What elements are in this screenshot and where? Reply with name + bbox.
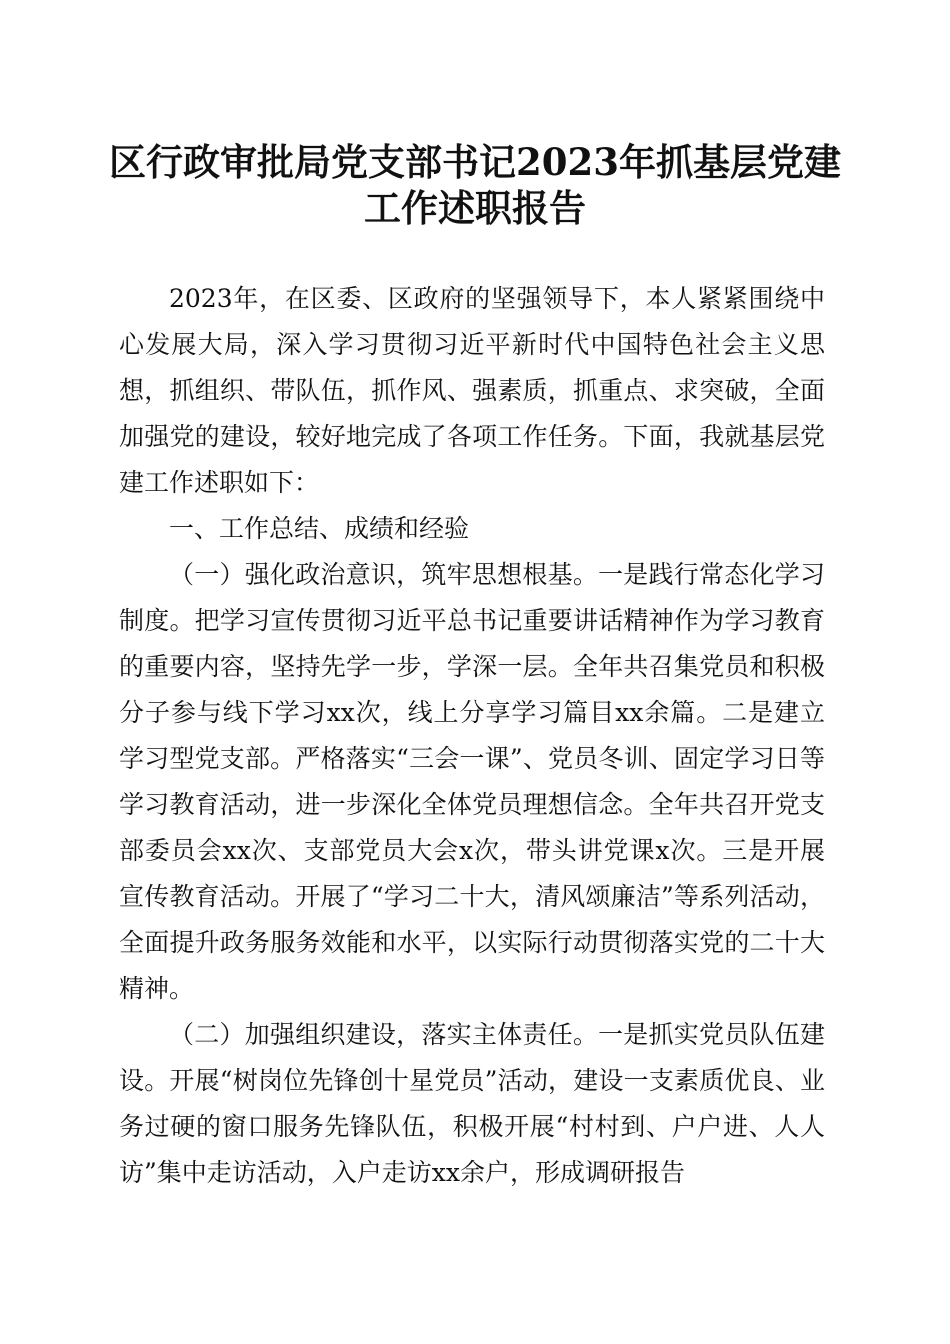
paragraph-2: （二）加强组织建设，落实主体责任。一是抓实党员队伍建设。开展“树岗位先锋创十星党员”活动，建设一支素质优良、业务过硬的窗口服务先锋队伍，积极开展“村村到、户户进、人人访”集中走访活动，入户走访xx余户，形成调研报告 xyxy=(119,1020,825,1187)
paragraph-1: （一）强化政治意识，筑牢思想根基。一是践行常态化学习制度。把学习宣传贯彻习近平总书记重要讲话精神作为学习教育的重要内容，坚持先学一步，学深一层。全年共召集党员和积极分子参与线下学习xx次，线上分享学习篇目xx余篇。二是建立学习型党支部。严格落实“三会一课”、党员冬训、固定学习日等学习教育活动，进一步深化全体党员理想信念。全年共召开党支部委员会xx次、支部党员大会x次，带头讲党课x次。三是开展宣传教育活动。开展了“学习二十大，清风颂廉洁”等系列活动，全面提升政务服务效能和水平，以实际行动贯彻落实党的二十大精神。 xyxy=(119,560,825,1003)
intro-paragraph: 2023年，在区委、区政府的坚强领导下，本人紧紧围绕中心发展大局，深入学习贯彻习近平新时代中国特色社会主义思想，抓组织、带队伍，抓作风、强素质，抓重点、求突破，全面加强党的建设，较好地完成了各项工作任务。下面，我就基层党建工作述职如下： xyxy=(119,284,825,497)
document-title-line2: 工作述职报告 xyxy=(364,186,586,230)
section-heading: 一、工作总结、成绩和经验 xyxy=(169,514,470,543)
document-body xyxy=(119,276,825,1196)
document-title-line1: 区行政审批局党支部书记2023年抓基层党建 xyxy=(109,140,841,184)
